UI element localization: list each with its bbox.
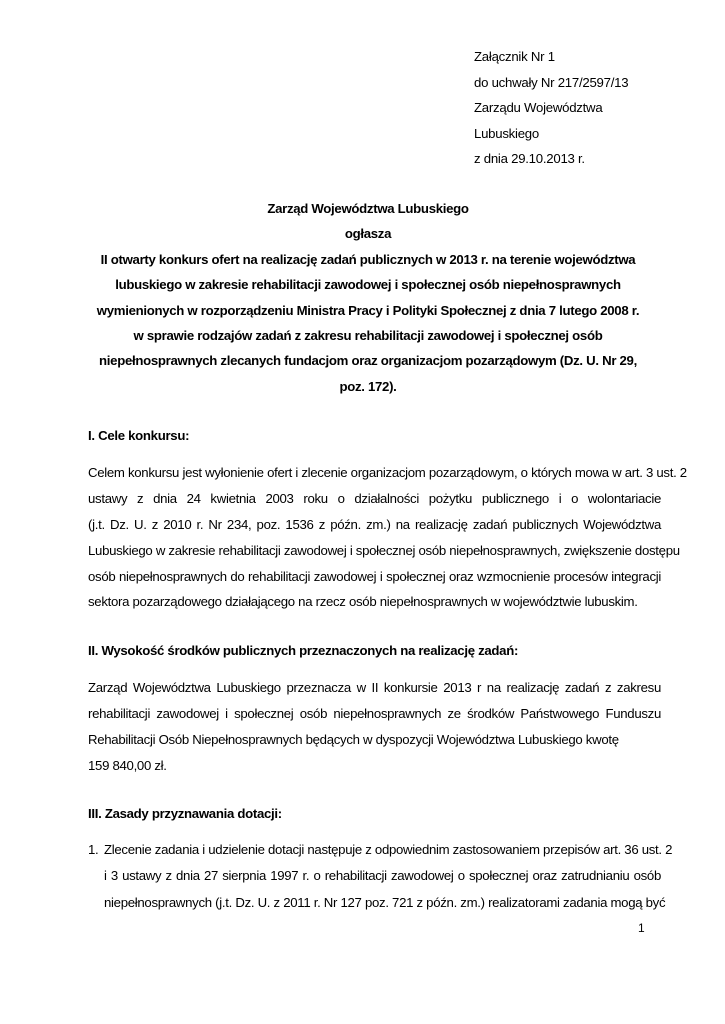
attachment-line: Zarządu Województwa <box>474 100 603 115</box>
list-item-line: i 3 ustawy z dnia 27 sierpnia 1997 r. o rehabilitacji zawodowej o społecznej oraz zatrudnianiu osób <box>104 868 661 884</box>
announcement-line: lubuskiego w zakresie rehabilitacji zawodowej i społecznej osób niepełnosprawnych <box>115 277 621 293</box>
list-item-number: 1. <box>88 842 99 857</box>
section-heading-goals: I. Cele konkursu: <box>88 428 190 443</box>
paragraph-line: rehabilitacji zawodowej i społecznej osób niepełnosprawnych ze środków Państwowego Funduszu <box>88 705 661 721</box>
announcement-line: ogłasza <box>344 226 392 242</box>
list-item-line: niepełnosprawnych (j.t. Dz. U. z 2011 r. Nr 127 poz. 721 z późn. zm.) realizatorami zadania mogą być <box>104 894 666 910</box>
paragraph-line: Rehabilitacji Osób Niepełnosprawnych będących w dyspozycji Województwa Lubuskiego kwotę <box>88 731 619 747</box>
paragraph-line: Zarząd Województwa Lubuskiego przeznacza w II konkursie 2013 r na realizację zadań z zakresu <box>88 680 661 695</box>
attachment-note <box>474 44 628 172</box>
announcement-title <box>88 196 648 399</box>
paragraph-line: 159 840,00 zł. <box>88 757 167 773</box>
attachment-line: Lubuskiego <box>474 125 539 141</box>
attachment-line: Załącznik Nr 1 <box>474 49 555 64</box>
list-item-line: Zlecenie zadania i udzielenie dotacji następuje z odpowiednim zastosowaniem przepisów art. 36 ust. 2 <box>104 842 673 857</box>
announcement-line: niepełnosprawnych zlecanych fundacjom oraz organizacjom pozarządowym (Dz. U. Nr 29, <box>99 353 637 369</box>
paragraph-line: Lubuskiego w zakresie rehabilitacji zawodowej i społecznej osób niepełnosprawnych, zwiększenie dostępu <box>88 542 680 558</box>
paragraph-line: sektora pozarządowego działającego na rzecz osób niepełnosprawnych w województwie lubuskim. <box>88 594 638 610</box>
announcement-line: poz. 172). <box>339 378 397 394</box>
announcement-line: II otwarty konkurs ofert na realizację zadań publicznych w 2013 r. na terenie województwa <box>100 251 636 267</box>
attachment-line: do uchwały Nr 217/2597/13 <box>474 74 629 90</box>
paragraph-line: (j.t. Dz. U. z 2010 r. Nr 234, poz. 1536 z późn. zm.) na realizację zadań publicznych Województwa <box>88 516 661 532</box>
section-goals-paragraph <box>88 460 687 615</box>
list-item <box>88 837 673 916</box>
paragraph-line: ustawy z dnia 24 kwietnia 2003 roku o działalności pożytku publicznego i o wolontariacie <box>88 490 661 506</box>
announcement-line: wymienionych w rozporządzeniu Ministra Pracy i Polityki Społecznej z dnia 7 lutego 2008 r. <box>96 302 640 318</box>
paragraph-line: osób niepełnosprawnych do rehabilitacji zawodowej i społecznej oraz wzmocnienie procesów integracji <box>88 568 661 584</box>
section-heading-funds: II. Wysokość środków publicznych przeznaczonych na realizację zadań: <box>88 643 519 658</box>
announcement-line: w sprawie rodzajów zadań z zakresu rehabilitacji zawodowej i społecznej osób <box>133 328 603 344</box>
section-heading-rules: III. Zasady przyznawania dotacji: <box>88 806 282 821</box>
announcement-line: Zarząd Województwa Lubuskiego <box>267 201 469 216</box>
section-funds-paragraph <box>88 675 661 779</box>
page-number: 1 <box>638 921 645 935</box>
attachment-line: z dnia 29.10.2013 r. <box>474 151 585 166</box>
paragraph-line: Celem konkursu jest wyłonienie ofert i zlecenie organizacjom pozarządowym, o których mowa w art. 3 ust. 2 <box>88 465 687 480</box>
